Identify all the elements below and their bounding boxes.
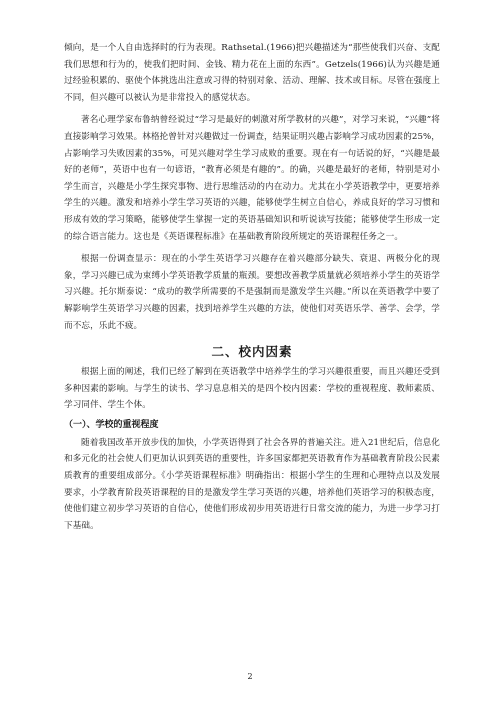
- subsection-heading: （一）、学校的重视程度: [64, 419, 159, 430]
- paragraph-school-emphasis: 随着我国改革开放步伐的加快，小学英语得到了社会各界的普遍关注。进入21世纪后，信息化和多元化的社会使人们更加认识到英语的重要性，许多国家都把英语教育作为基础教育阶段公民素质教育的重要组成部分。《小学英语课程标准》明确指出：根据小学生的生理和心理特点以及发展要求，小学教育阶段英语课程的目的是激发学生学习英语的兴趣，培养他们英语学习的积极态度，使他们建立初步学习英语的自信心，使他们形成初步用英语进行日常交流的能力，为进一步学习打下基础。: [64, 437, 440, 531]
- paragraph-interest-definition: 倾向，是一个人自由选择时的行为表现。Rathsetal.(1966)把兴趣描述为“那些使我们兴奋、支配我们思想和行为的，使我们把时间、金钱、精力花在上面的东西”。Getzels(1966)认为兴趣是通过经验积累的、驱使个体挑选出注意或习得的特别对象、活动、理解、技术或目标。尽管在强度上不同，但兴趣可以被认为是非常投入的感觉状态。: [64, 43, 440, 103]
- paragraph-bruner-quote: 著名心理学家布鲁纳曾经说过“学习是最好的刺激对所学教材的兴趣”，对学习来说，“兴趣”将直接影响学习效果。林格抡曾针对兴趣做过一份调查，结果证明兴趣占影响学习成功因素的25%，占影响学习失败因素的35%，可见兴趣对学生学习成败的重要。现在有一句话说的好，“兴趣是最好的老师”，英语中也有一句谚语，“教育必须是有趣的”。的确，兴趣是最好的老师，特别是对小学生而言，兴趣是小学生探究事物、进行思维活动的内在动力。尤其在小学英语教学中，更要培养学生的兴趣。激发和培养小学生学习英语的兴趣，能够使学生树立自信心，养成良好的学习习惯和形成有效的学习策略，能够使学生掌握一定的英语基础知识和听说读写技能；能够使学生形成一定的综合语言能力。这也是《英语课程标准》在基础教育阶段所规定的英语课程任务之一。: [64, 115, 440, 242]
- paragraph-survey-results: 根据一份调查显示：现在的小学生英语学习兴趣存在着兴趣部分缺失、衰退、两极分化的现象，学习兴趣已成为束缚小学英语教学质量的瓶颈。要想改善教学质量就必须培养小学生的英语学习兴趣。托尔斯泰说：“成功的教学所需要的不是强制而是激发学生兴趣。”所以在英语教学中要了解影响学生英语学习兴趣的因素，找到培养学生兴趣的方法，使他们对英语乐学、善学、会学，学而不忘，乐此不疲。: [64, 254, 440, 331]
- document-page: [64, 40, 440, 534]
- paragraph-school-factors: 根据上面的阐述，我们已经了解到在英语教学中培养学生的学习兴趣很重要，而且兴趣还受到多种因素的影响。与学生的读书、学习息息相关的是四个校内因素：学校的重视程度、教师素质、学习同伴、学生个体。: [64, 367, 440, 411]
- section-heading: 二、校内因素: [211, 344, 293, 360]
- page-number: 2: [247, 672, 253, 681]
